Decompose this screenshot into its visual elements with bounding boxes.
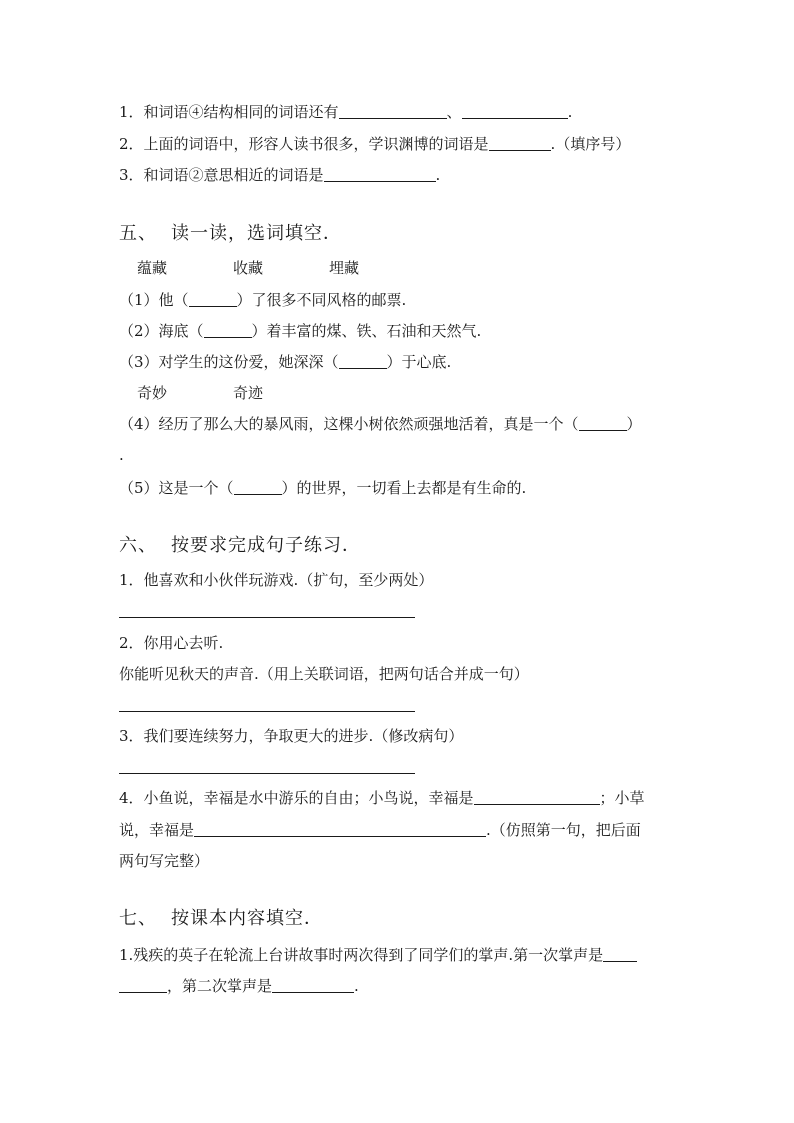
paren-blank[interactable] bbox=[339, 354, 387, 369]
s6-q2b: 你能听见秋天的声音.（用上关联词语，把两句话合并成一句） bbox=[119, 665, 529, 683]
answer-blank[interactable] bbox=[194, 822, 486, 837]
paren-blank[interactable] bbox=[579, 416, 627, 431]
answer-blank[interactable] bbox=[272, 978, 354, 993]
s5-sentence-2: （2）海底（ ）着丰富的煤、铁、石油和天然气. bbox=[119, 322, 482, 340]
paren-blank[interactable] bbox=[204, 323, 252, 338]
word-bank-1 bbox=[137, 258, 359, 278]
s4-q1: 1．和词语④结构相同的词语还有 、 . bbox=[119, 103, 573, 121]
answer-line[interactable] bbox=[119, 773, 415, 774]
s6-q2a: 2．你用心去听. bbox=[119, 634, 224, 652]
paren-blank[interactable] bbox=[189, 292, 237, 307]
section5-heading: 五、 读一读，选词填空． bbox=[119, 223, 342, 244]
section6-heading: 六、 按要求完成句子练习． bbox=[119, 535, 361, 556]
answer-line[interactable] bbox=[119, 711, 415, 712]
s5-sentence-1: （1）他（ ）了很多不同风格的邮票. bbox=[119, 291, 407, 309]
word-option: 收藏 bbox=[233, 259, 264, 277]
s7-q1a: 1.残疾的英子在轮流上台讲故事时两次得到了同学们的掌声.第一次掌声是 bbox=[119, 945, 637, 965]
s4-q2: 2．上面的词语中，形容人读书很多，学识渊博的词语是 .（填序号） bbox=[119, 135, 631, 153]
answer-line[interactable] bbox=[119, 617, 415, 618]
word-bank-2 bbox=[137, 383, 263, 403]
s6-q4c: 两句写完整） bbox=[119, 852, 210, 870]
paren-blank[interactable] bbox=[234, 480, 282, 495]
answer-blank[interactable] bbox=[474, 790, 600, 805]
answer-blank[interactable] bbox=[339, 104, 447, 119]
s5-sentence-5: （5）这是一个（ ）的世界，一切看上去都是有生命的. bbox=[119, 479, 527, 497]
answer-blank[interactable] bbox=[324, 167, 436, 182]
s6-q4a: 4．小鱼说，幸福是水中游乐的自由；小鸟说，幸福是 ；小草 bbox=[119, 789, 645, 807]
word-option: 奇迹 bbox=[233, 384, 264, 402]
s7-q1b: ，第二次掌声是 . bbox=[119, 976, 359, 996]
s6-q4b: 说，幸福是 .（仿照第一句，把后面 bbox=[119, 821, 641, 839]
s5-sentence-4-tail: . bbox=[119, 446, 124, 464]
answer-blank[interactable] bbox=[489, 136, 551, 151]
section7-heading: 七、 按课本内容填空． bbox=[119, 908, 323, 929]
word-option: 埋藏 bbox=[329, 259, 360, 277]
answer-blank[interactable] bbox=[462, 104, 568, 119]
s5-sentence-3: （3）对学生的这份爱，她深深（ ）于心底. bbox=[119, 353, 452, 371]
s6-q3: 3．我们要连续努力，争取更大的进步.（修改病句） bbox=[119, 727, 464, 745]
s5-sentence-4: （4）经历了那么大的暴风雨，这棵小树依然顽强地活着，真是一个（ ） bbox=[119, 415, 642, 433]
s6-q1: 1．他喜欢和小伙伴玩游戏.（扩句，至少两处） bbox=[119, 571, 434, 589]
s4-q3: 3．和词语②意思相近的词语是 . bbox=[119, 166, 441, 184]
answer-blank[interactable] bbox=[119, 978, 167, 993]
word-option: 奇妙 bbox=[137, 384, 168, 402]
answer-blank[interactable] bbox=[603, 947, 637, 962]
word-option: 蕴藏 bbox=[137, 259, 168, 277]
